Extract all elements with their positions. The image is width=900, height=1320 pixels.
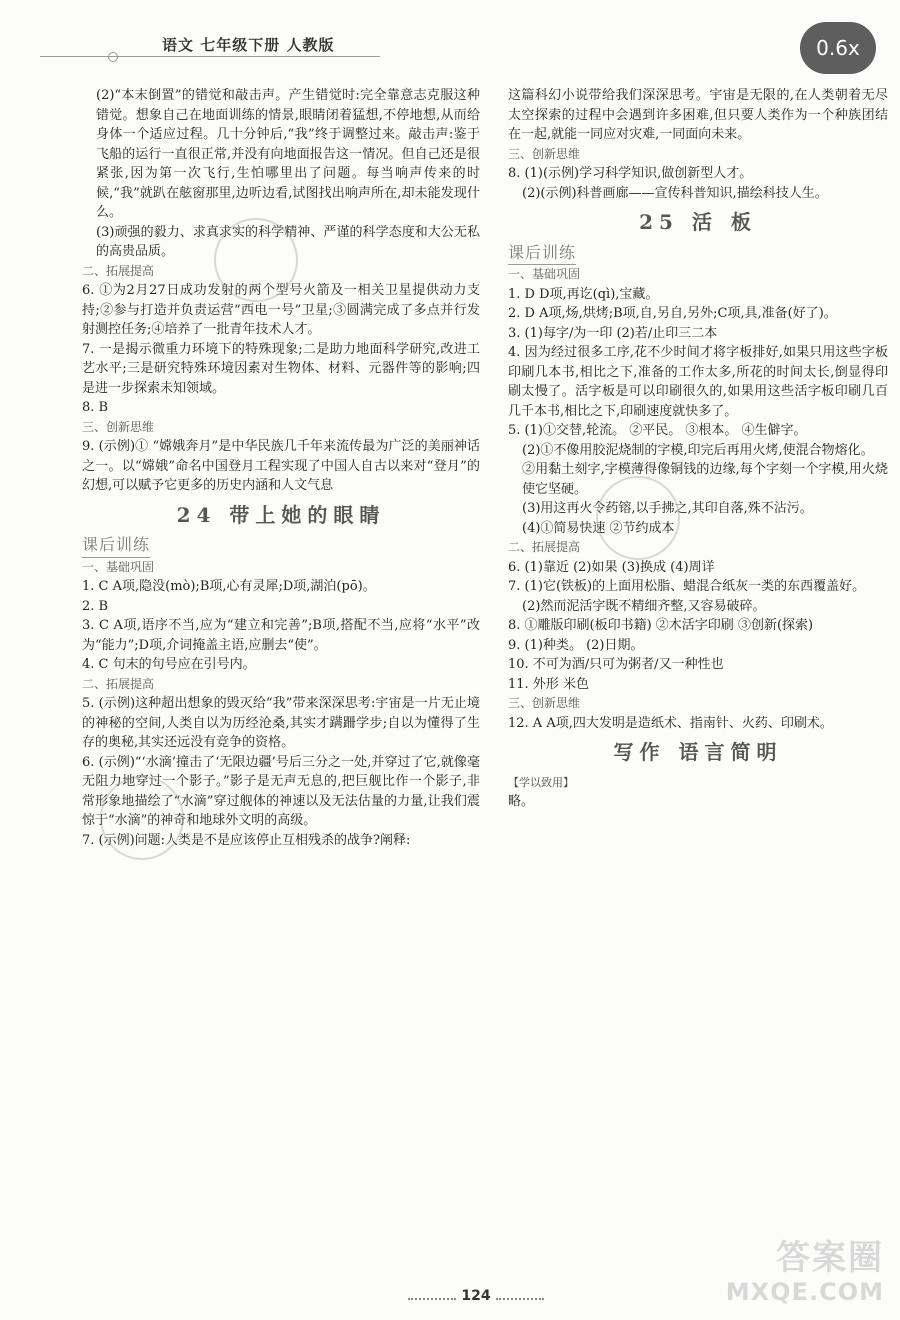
answer-text: 7. 一是揭示微重力环境下的特殊现象;二是助力地面科学研究,改进工艺水平;三是研究特殊环境因素对生物体、材料、元器件等的影响;四是进一步探索未知领域。 <box>82 341 480 396</box>
section-label: 二、拓展提高 <box>508 540 581 554</box>
answer-text: 2. D A项,炀,烘烤;B项,自,另自,另外;C项,具,准备(好了)。 <box>508 306 837 321</box>
section-label: 三、创新思维 <box>82 419 155 434</box>
section-label: 二、拓展提高 <box>82 676 155 691</box>
answer-text: 3. C A项,语序不当,应为“建立和完善”;B项,搭配不当,应将“水平”改为“能力”;D项,介词掩盖主语,应删去“使”。 <box>82 618 480 653</box>
header-rule <box>40 56 380 57</box>
answer-text: (2)“本末倒置”的错觉和敲击声。产生错觉时:完全靠意志克服这种错觉。想象自己在地面训练的情景,眼睛闭着猛想,不停地想,从而给身体一个适应过程。几十分钟后,“我”终于调整过来。敲击声:鉴于飞船的运行一直很正常,并没有向地面报告这一情况。但自己还是很紧张,因为第一次飞行,生怕哪里出了问题。每当响声传来的时候,“我”就趴在舷窗那里,边听边看,试图找出响声所在,却未能发现什么。 <box>96 88 480 220</box>
answer-text: 9. (示例)① “嫦娥奔月”是中华民族几千年来流传最为广泛的美丽神话之一。以“嫦娥”命名中国登月工程实现了中国人自古以来对“登月”的幻想,可以赋予它更多的历史内涵和人文气息 <box>82 439 480 493</box>
answer-text: 11. 外形 米色 <box>508 676 589 692</box>
answer-text: 10. 不可为酒/只可为粥者/又一种性也 <box>508 657 724 672</box>
watermark-text: 答案圈 <box>776 1238 884 1278</box>
book-title: 语文 七年级下册 人教版 <box>162 36 335 54</box>
answer-text: 1. D D项,再讫(qì),宝藏。 <box>508 286 659 302</box>
answer-text: 6. (1)靠近 (2)如果 (3)换成 (4)周详 <box>508 559 715 575</box>
stamp-watermark <box>100 776 184 860</box>
answer-text: 8. ①雕版印刷(板印书籍) ②木活字印刷 ③创新(探索) <box>508 618 814 633</box>
site-watermark <box>704 1238 884 1312</box>
training-label: 课后训练 <box>82 535 150 558</box>
answer-text: 略。 <box>508 794 535 809</box>
answer-text: 8. B <box>82 400 109 415</box>
answer-text: (2)然而泥活字既不精细齐整,又容易破碎。 <box>522 598 766 614</box>
playback-speed-badge[interactable]: 0.6x <box>800 22 876 74</box>
right-column <box>508 86 888 812</box>
answer-text: (4)①简易快速 ②节约成本 <box>522 520 675 536</box>
answer-text: 6. ①为2月27日成功发射的两个型号火箭及一相关卫星提供动力支持;②参与打造并负责运营“西电一号”卫星;③圆满完成了多点并行发射测控任务;④培养了一批青年技术人才。 <box>82 283 480 337</box>
answer-text: ②用黏土刻字,字模薄得像铜钱的边缘,每个字刻一个字模,用火烧使它坚硬。 <box>522 462 888 497</box>
section-label: 一、基础巩固 <box>82 559 155 574</box>
section-label: 三、创新思维 <box>508 696 581 710</box>
footer-dots <box>496 1298 544 1300</box>
section-label: 二、拓展提高 <box>82 263 155 278</box>
answer-text: (3)顽强的毅力、求真求实的科学精神、严谨的科学态度和大公无私的高贵品质。 <box>96 224 480 259</box>
answer-text: 3. (1)每字/为一印 (2)若/止印三二本 <box>508 325 718 341</box>
lesson-heading: 写作 语言简明 <box>613 740 783 764</box>
lesson-heading: 25 活 板 <box>639 210 757 234</box>
answer-text: 6. (示例)“‘水滴’撞击了‘无限边疆’号后三分之一处,并穿过了它,就像毫无阻力地穿过一个影子。”影子是无声无息的,把巨舰比作一个影子,非常形象地描绘了“水滴”穿过舰体的神速以及无法估量的力量,让我们震惊于“水滴”的神奇和地球外文明的高级。 <box>82 754 480 828</box>
answer-text: (2)(示例)科普画廊——宣传科普知识,描绘科技人生。 <box>522 185 828 201</box>
answer-text: 2. B <box>82 598 109 614</box>
answer-text: 4. C 句末的句号应在引号内。 <box>82 657 256 672</box>
training-label: 课后训练 <box>508 243 576 266</box>
answer-text: 8. (1)(示例)学习科学知识,做创新型人才。 <box>508 166 753 181</box>
section-label: 三、创新思维 <box>508 146 581 161</box>
left-column <box>82 86 480 850</box>
stamp-watermark <box>596 476 680 560</box>
watermark-url: MXQE.COM <box>725 1278 884 1306</box>
section-tag: 【学以致用】 <box>508 775 574 789</box>
answer-text: 4. 因为经过很多工序,花不少时间才将字板排好,如果只用这些字板印刷几本书,相比之下,准备的工作太多,所花的时间太长,倒显得印刷太慢了。活字板是可以印刷很久的,如果用这些活字板印刷几百几千本书,相比之下,印刷速度就快多了。 <box>508 345 888 419</box>
answer-text: (2)①不像用胶泥烧制的字模,印完后再用火烤,使混合物熔化。 <box>522 442 874 458</box>
answer-text: 7. (1)它(铁板)的上面用松脂、蜡混合纸灰一类的东西覆盖好。 <box>508 579 866 594</box>
answer-text: 这篇科幻小说带给我们深深思考。宇宙是无限的,在人类朝着无尽太空探索的过程中会遇到许多困难,但只要人类作为一个种族团结在一起,就能一同应对灾难,一同面向未来。 <box>508 88 888 142</box>
stamp-watermark <box>214 218 298 302</box>
lesson-heading: 24 带上她的眼睛 <box>176 502 386 527</box>
section-label: 一、基础巩固 <box>508 267 581 281</box>
answer-text: 5. (1)①交替,轮流。 ②平民。 ③根本。 ④生僻字。 <box>508 423 807 438</box>
answer-text: 12. A A项,四大发明是造纸术、指南针、火药、印刷术。 <box>508 715 833 731</box>
answer-text: 5. (示例)这种超出想象的毁灭给“我”带来深深思考:宇宙是一片无止境的神秘的空间,人类自以为历经沧桑,其实才蹒跚学步;自以为懂得了生存的奥秘,其实还远没有竞争的资格。 <box>82 696 480 750</box>
page-number: 124 <box>461 1288 491 1304</box>
answer-text: 9. (1)种类。 (2)日期。 <box>508 637 644 653</box>
header-dot <box>108 52 118 62</box>
page-header <box>0 0 900 60</box>
answer-text: 1. C A项,隐没(mò);B项,心有灵犀;D项,湖泊(pō)。 <box>82 579 376 594</box>
footer-dots <box>408 1298 456 1300</box>
answer-text: (3)用这再火令药镕,以手拂之,其印自落,殊不沾污。 <box>522 501 813 516</box>
answer-text: 7. (示例)问题:人类是不是应该停止互相残杀的战争?阐释: <box>82 832 411 848</box>
